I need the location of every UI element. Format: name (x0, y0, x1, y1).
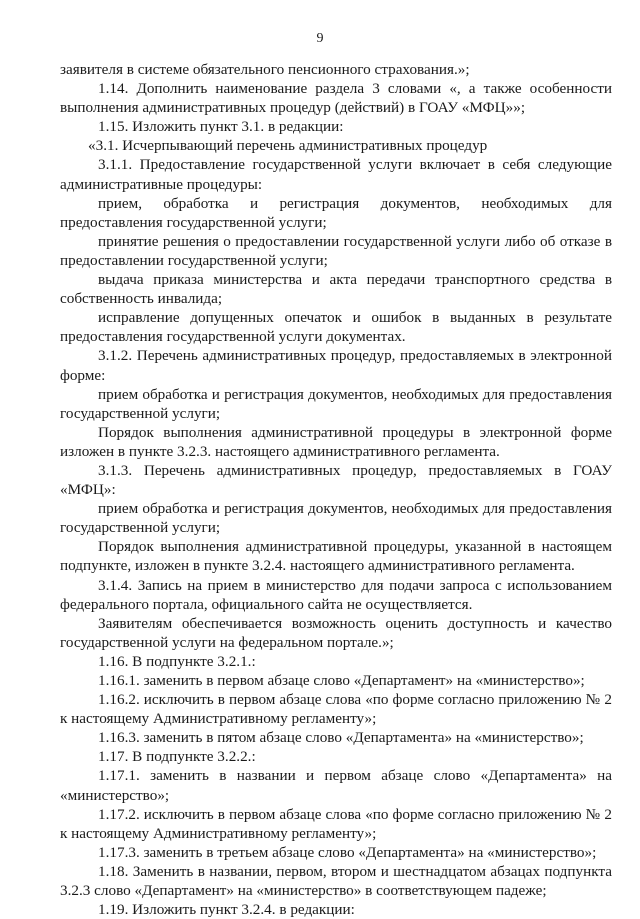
document-body (60, 60, 612, 919)
paragraph-26: 1.18. Заменить в названии, первом, втором и шестнадцатом абзацах подпункта 3.2.3 слово «Департамент» на «министерство» в соответствующем падеже; (60, 862, 612, 900)
paragraph-3: 1.15. Изложить пункт 3.1. в редакции: (98, 118, 344, 136)
paragraph-11: прием обработка и регистрация документов, необходимых для предоставления государственной услуги; (60, 385, 612, 422)
paragraph-1: заявителя в системе обязательного пенсионного страхования.»; (60, 61, 470, 78)
paragraph-19: 1.16.1. заменить в первом абзаце слово «Департамент» на «министерство»; (98, 672, 585, 689)
paragraph-25: 1.17.3. заменить в третьем абзаце слово «Департамента» на «министерство»; (98, 843, 597, 861)
paragraph-27: 1.19. Изложить пункт 3.2.4. в редакции: (98, 901, 355, 919)
paragraph-23: 1.17.1. заменить в названии и первом абзаце слово «Департамента» на «министерство»; (60, 767, 612, 804)
paragraph-14: прием обработка и регистрация документов, необходимых для предоставления государственной услуги; (60, 500, 612, 537)
paragraph-24: 1.17.2. исключить в первом абзаце слова «по форме согласно приложению № 2 к настоящему Административному регламенту»; (60, 805, 612, 842)
paragraph-4: «3.1. Исчерпывающий перечень административных процедур (88, 137, 488, 155)
paragraph-17: Заявителям обеспечивается возможность оценить доступность и качество государственной услуги на федеральном портале.»; (60, 614, 612, 651)
paragraph-10: 3.1.2. Перечень административных процедур, предоставляемых в электронной форме: (60, 347, 612, 384)
paragraph-22: 1.17. В подпункте 3.2.2.: (98, 748, 256, 766)
paragraph-18: 1.16. В подпункте 3.2.1.: (98, 652, 256, 670)
page-number: 9 (316, 31, 324, 46)
paragraph-12: Порядок выполнения административной процедуры в электронной форме изложен в пункте 3.2.3. настоящего административного регламента. (60, 423, 612, 460)
paragraph-7: принятие решения о предоставлении государственной услуги либо об отказе в предоставлении государственной услуги; (60, 232, 612, 269)
paragraph-13: 3.1.3. Перечень административных процедур, предоставляемых в ГОАУ «МФЦ»: (60, 461, 612, 499)
paragraph-6: прием, обработка и регистрация документов, необходимых для предоставления государственной услуги; (60, 194, 612, 231)
paragraph-20: 1.16.2. исключить в первом абзаце слова «по форме согласно приложению № 2 к настоящему Административному регламенту»; (60, 691, 612, 728)
paragraph-21: 1.16.3. заменить в пятом абзаце слово «Департамента» на «министерство»; (98, 729, 584, 747)
paragraph-2: 1.14. Дополнить наименование раздела 3 словами «, а также особенности выполнения административных процедур (действий) в ГОАУ «МФЦ»»; (60, 80, 612, 117)
paragraph-9: исправление допущенных опечаток и ошибок в выданных в результате предоставления государственной услуги документах. (60, 309, 612, 346)
paragraph-16: 3.1.4. Запись на прием в министерство для подачи запроса с использованием федерального портала, официального сайта не осуществляется. (60, 576, 612, 613)
paragraph-5: 3.1.1. Предоставление государственной услуги включает в себя следующие административные процедуры: (60, 156, 612, 193)
paragraph-8: выдача приказа министерства и акта передачи транспортного средства в собственность инвалида; (60, 271, 612, 308)
paragraph-15: Порядок выполнения административной процедуры, указанной в настоящем подпункте, изложен в пункте 3.2.4. настоящего административного регламента. (60, 538, 612, 575)
